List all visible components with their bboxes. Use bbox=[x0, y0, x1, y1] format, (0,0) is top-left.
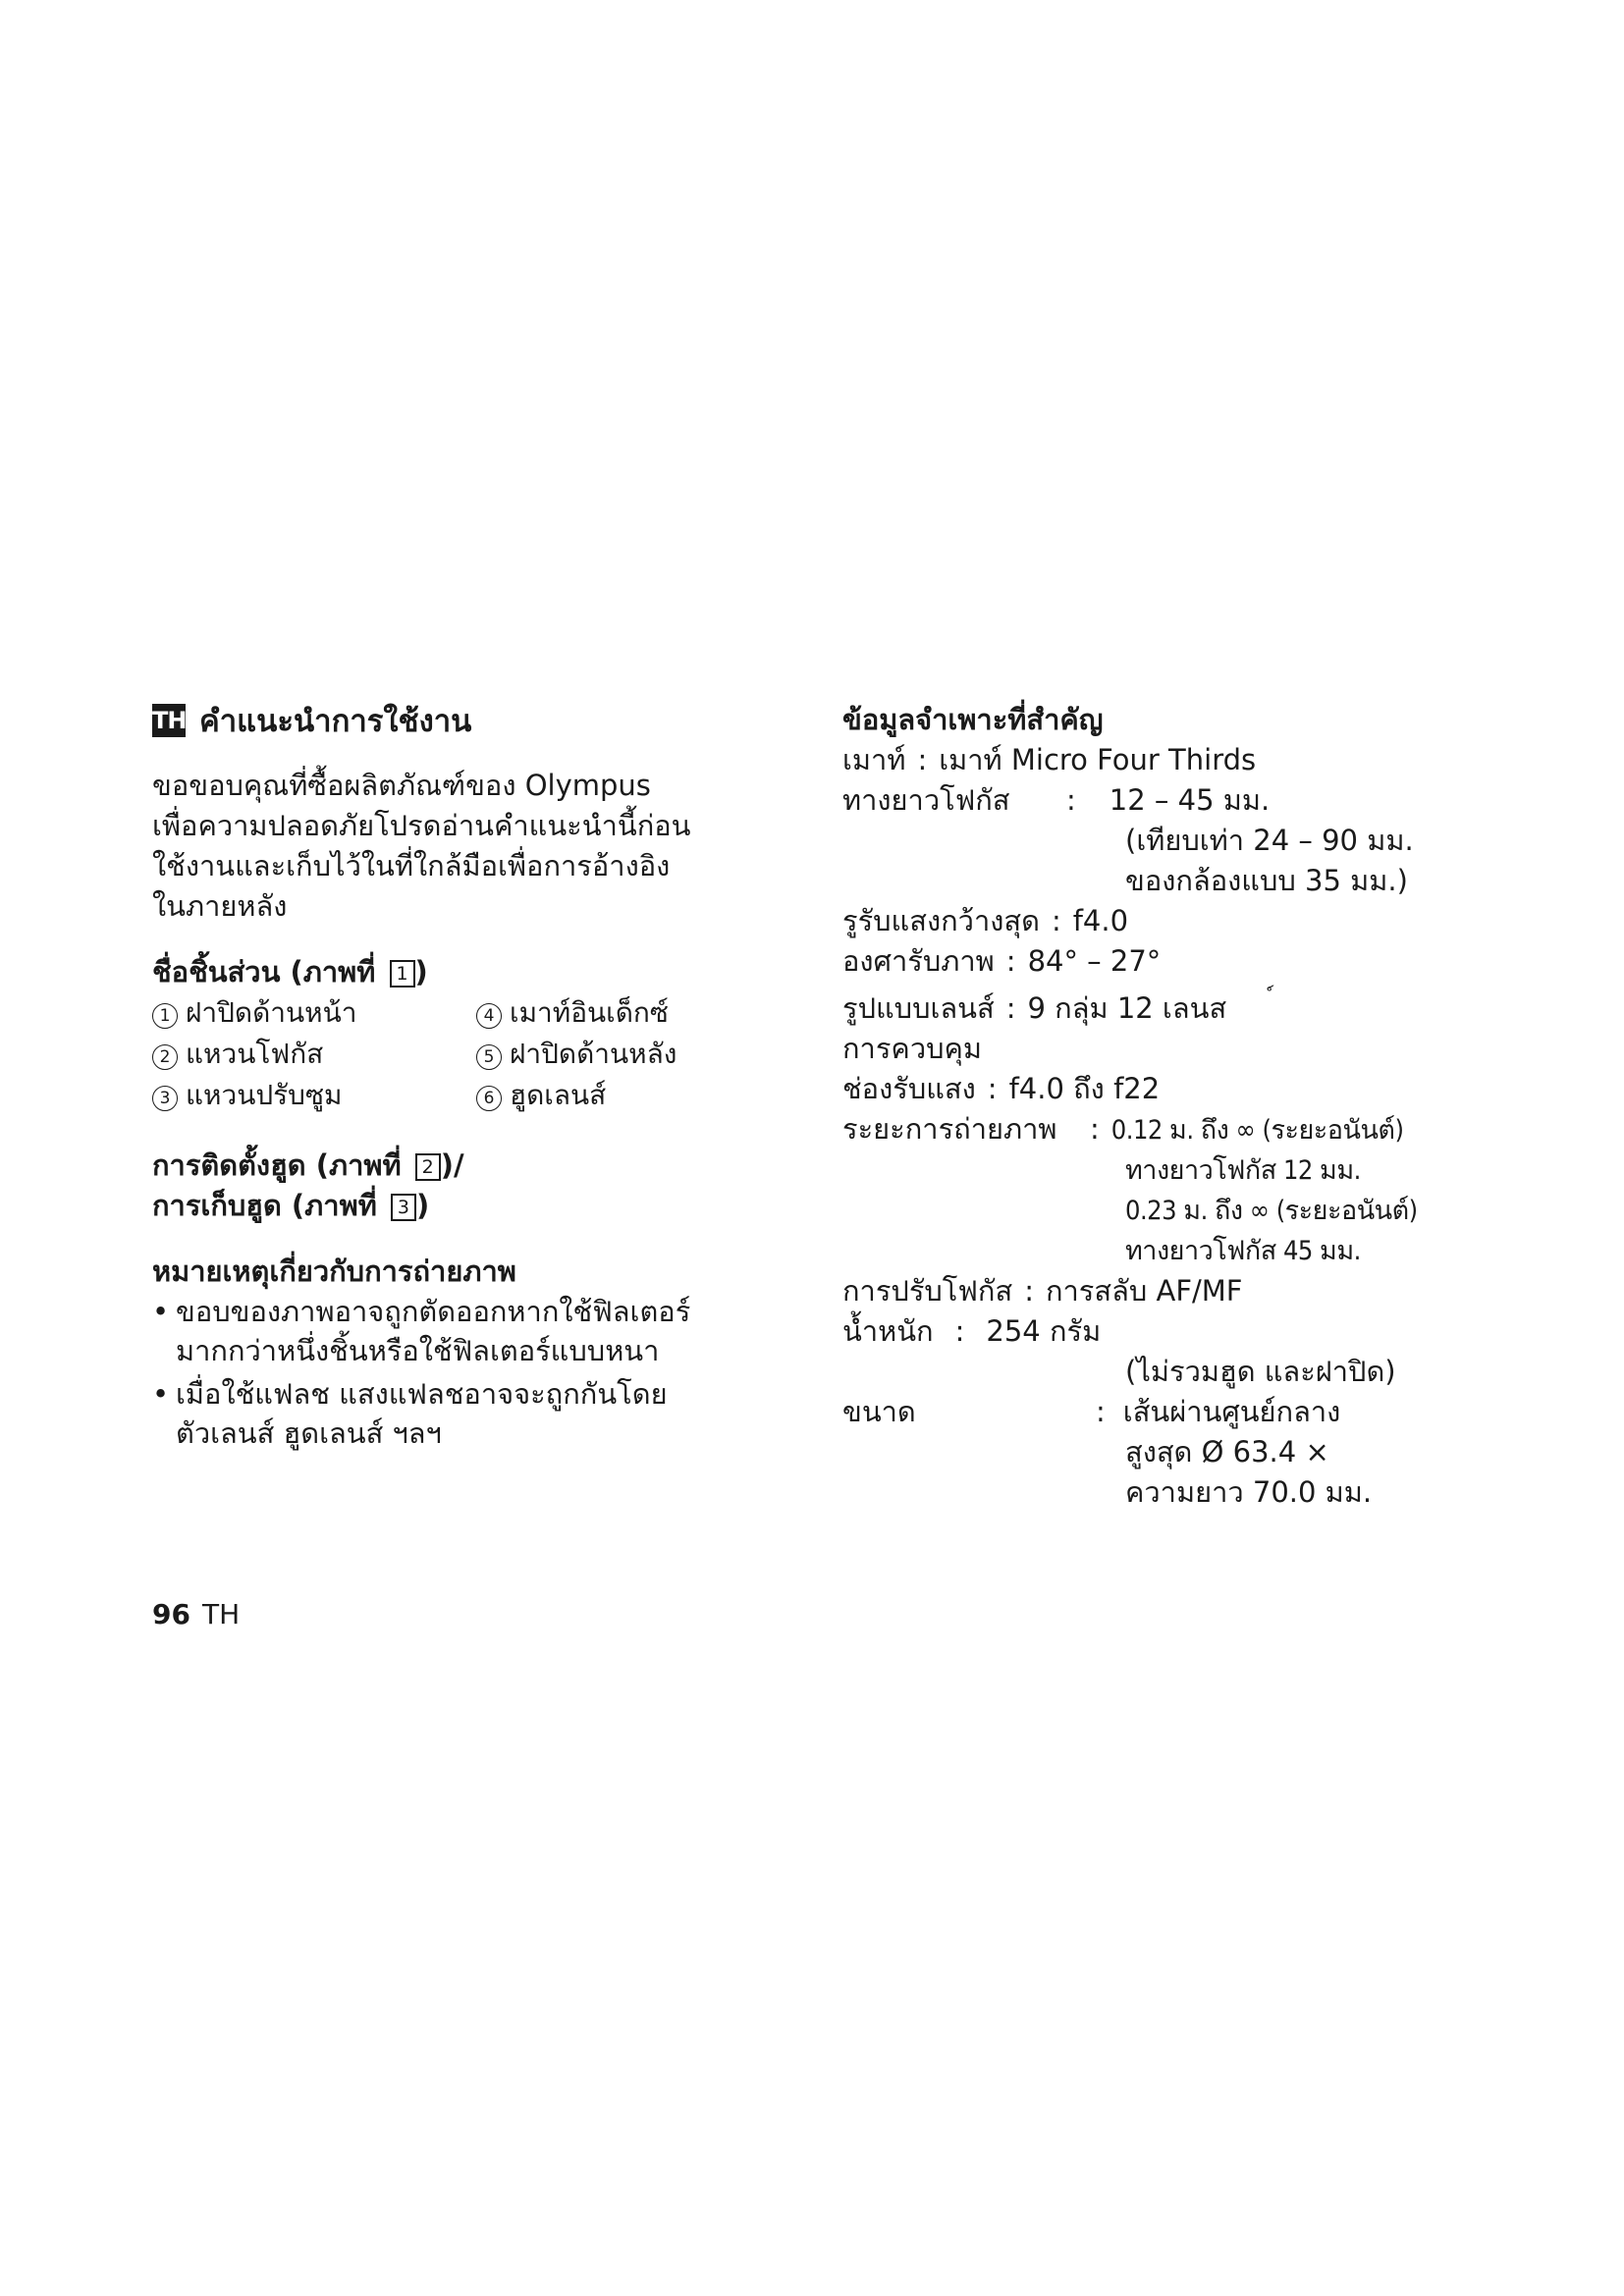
figure-ref-box: 2 bbox=[415, 1153, 441, 1181]
part-item bbox=[152, 1075, 476, 1116]
part-number-circle: 3 bbox=[152, 1086, 178, 1111]
part-item bbox=[476, 992, 790, 1034]
notes-heading: หมายเหตุเกี่ยวกับการถ่ายภาพ bbox=[152, 1255, 516, 1288]
spec-angle-of-view bbox=[842, 941, 1530, 982]
bullet-icon: • bbox=[152, 1295, 170, 1328]
figure-ref-box: 1 bbox=[390, 960, 415, 988]
spec-label: การปรับโฟกัส bbox=[842, 1274, 1013, 1308]
spec-value: 12 – 45 มม. bbox=[1109, 783, 1271, 817]
specs-title: ข้อมูลจำเพาะที่สำคัญ bbox=[842, 703, 1104, 736]
spec-label: น้ำหนัก bbox=[842, 1314, 934, 1348]
part-number-circle: 4 bbox=[476, 1003, 502, 1029]
page-title: คำแนะนำการใช้งาน bbox=[199, 704, 472, 739]
spec-continuation: (ไม่รวมฮูด และฝาปิด) bbox=[1125, 1355, 1396, 1388]
note-item bbox=[152, 1374, 790, 1453]
part-number-circle: 1 bbox=[152, 1003, 178, 1029]
page-language: TH bbox=[201, 1598, 241, 1630]
spec-value: f4.0 ถึง f22 bbox=[1008, 1072, 1161, 1105]
parts-heading bbox=[152, 952, 790, 992]
part-number-circle: 2 bbox=[152, 1044, 178, 1070]
spec-colon: : bbox=[1005, 944, 1016, 978]
part-label: เมาท์อินเด็กซ์ bbox=[510, 996, 669, 1029]
part-item bbox=[152, 1034, 476, 1075]
spec-continuation: สูงสุด Ø 63.4 × bbox=[1125, 1435, 1329, 1468]
spec-label: ช่องรับแสง bbox=[842, 1072, 976, 1105]
spec-continuation: ทางยาวโฟกัส 45 มม. bbox=[1125, 1236, 1361, 1266]
spec-continuation: ของกล้องแบบ 35 มม.) bbox=[1125, 864, 1408, 897]
hood-attach-heading bbox=[152, 1146, 790, 1186]
spec-shooting-distance bbox=[842, 1109, 1530, 1150]
spec-control-heading: การควบคุม bbox=[842, 1032, 983, 1065]
part-item bbox=[476, 1075, 790, 1116]
hood-store-text: การเก็บฮูด (ภาพที่ bbox=[152, 1189, 377, 1222]
spec-colon: : bbox=[954, 1314, 965, 1348]
spec-max-aperture bbox=[842, 901, 1530, 941]
part-label: ฝาปิดด้านหลัง bbox=[510, 1038, 677, 1070]
section-title bbox=[152, 699, 790, 742]
specifications-column bbox=[842, 699, 1530, 1513]
spec-value: 84° – 27° bbox=[1027, 944, 1162, 978]
part-number-circle: 6 bbox=[476, 1086, 502, 1111]
note-line: ตัวเลนส์ ฮูดเลนส์ ฯลฯ bbox=[176, 1416, 442, 1450]
hood-store-heading bbox=[152, 1186, 790, 1226]
part-label: แหวนปรับซูม bbox=[186, 1079, 343, 1111]
note-line: เมื่อใช้แฟลช แสงแฟลชอาจจะถูกกันโดย bbox=[176, 1377, 668, 1411]
spec-colon: : bbox=[1005, 991, 1016, 1025]
intro-line: ขอขอบคุณที่ซื้อผลิตภัณฑ์ของ Olympus bbox=[152, 769, 651, 802]
page-number: 96 bbox=[152, 1598, 190, 1630]
note-line: ขอบของภาพอาจถูกตัดออกหากใช้ฟิลเตอร์ bbox=[176, 1295, 691, 1328]
spec-value: 254 กรัม bbox=[986, 1314, 1102, 1348]
spec-value: 0.12 ม. ถึง ∞ (ระยะอนันต์) bbox=[1110, 1115, 1404, 1146]
hood-attach-text: การติดตั้งฮูด (ภาพที่ bbox=[152, 1148, 402, 1182]
spec-dimensions bbox=[842, 1392, 1530, 1432]
spec-label: เมาท์ bbox=[842, 743, 906, 776]
intro-line: เพื่อความปลอดภัยโปรดอ่านคำแนะนำนี้ก่อน bbox=[152, 809, 691, 842]
parts-list bbox=[152, 992, 790, 1116]
instructions-column bbox=[152, 699, 790, 1457]
parts-heading-close: ) bbox=[414, 955, 428, 988]
page-footer bbox=[152, 1598, 240, 1630]
part-item bbox=[152, 992, 476, 1034]
part-item bbox=[476, 1034, 790, 1075]
spec-continuation: (เทียบเท่า 24 – 90 มม. bbox=[1125, 824, 1414, 857]
spec-continuation: 0.23 ม. ถึง ∞ (ระยะอนันต์) bbox=[1125, 1196, 1418, 1226]
spec-colon: : bbox=[987, 1072, 998, 1105]
figure-ref-box: 3 bbox=[391, 1194, 416, 1221]
spec-value: เมาท์ Micro Four Thirds bbox=[939, 743, 1257, 776]
spec-label: ระยะการถ่ายภาพ bbox=[842, 1112, 1057, 1146]
spec-continuation: ทางยาวโฟกัส 12 มม. bbox=[1125, 1155, 1361, 1186]
intro-line: ใช้งานและเก็บไว้ในที่ใกล้มือเพื่อการอ้างอิง bbox=[152, 849, 671, 882]
spec-focusing bbox=[842, 1271, 1530, 1311]
spec-weight bbox=[842, 1311, 1530, 1352]
hood-attach-close: )/ bbox=[440, 1148, 464, 1182]
parts-heading-text: ชื่อชิ้นส่วน (ภาพที่ bbox=[152, 955, 376, 988]
spec-aperture-range bbox=[842, 1069, 1530, 1109]
intro-line: ในภายหลัง bbox=[152, 889, 288, 923]
spec-label: รูปแบบเลนส์ bbox=[842, 991, 995, 1025]
bullet-icon: • bbox=[152, 1377, 170, 1411]
spec-label: รูรับแสงกว้างสุด bbox=[842, 904, 1040, 937]
spec-label: องศารับภาพ bbox=[842, 944, 995, 978]
spec-colon: : bbox=[1096, 1395, 1106, 1428]
hood-heading bbox=[152, 1146, 790, 1226]
spec-focal-length bbox=[842, 780, 1530, 821]
spec-label: ขนาด bbox=[842, 1395, 916, 1428]
spec-colon: : bbox=[917, 743, 928, 776]
part-label: ฮูดเลนส์ bbox=[510, 1079, 607, 1111]
spec-value: f4.0 bbox=[1072, 904, 1129, 937]
spec-colon: : bbox=[1024, 1274, 1034, 1308]
part-label: ฝาปิดด้านหน้า bbox=[186, 996, 357, 1029]
notes-list bbox=[152, 1292, 790, 1453]
spec-continuation: ความยาว 70.0 มม. bbox=[1125, 1475, 1373, 1509]
spec-colon: : bbox=[1090, 1112, 1100, 1146]
language-badge: TH bbox=[152, 704, 186, 737]
spec-colon: : bbox=[1051, 904, 1061, 937]
part-number-circle: 5 bbox=[476, 1044, 502, 1070]
part-label: แหวนโฟกัส bbox=[186, 1038, 324, 1070]
spec-value: การสลับ AF/MF bbox=[1045, 1274, 1243, 1308]
spec-lens-configuration bbox=[842, 982, 1530, 1029]
hood-store-close: ) bbox=[415, 1189, 430, 1222]
spec-value: 9 กลุ่ม 12 เลนส bbox=[1027, 991, 1227, 1025]
spec-label: ทางยาวโฟกัส bbox=[842, 783, 1010, 817]
spec-colon: : bbox=[1066, 783, 1076, 817]
note-item bbox=[152, 1292, 790, 1370]
spec-value: เส้นผ่านศูนย์กลาง bbox=[1122, 1395, 1341, 1428]
note-line: มากกว่าหนึ่งชิ้นหรือใช้ฟิลเตอร์แบบหนา bbox=[176, 1334, 660, 1367]
intro-paragraph bbox=[152, 766, 790, 927]
spec-mount bbox=[842, 740, 1530, 780]
